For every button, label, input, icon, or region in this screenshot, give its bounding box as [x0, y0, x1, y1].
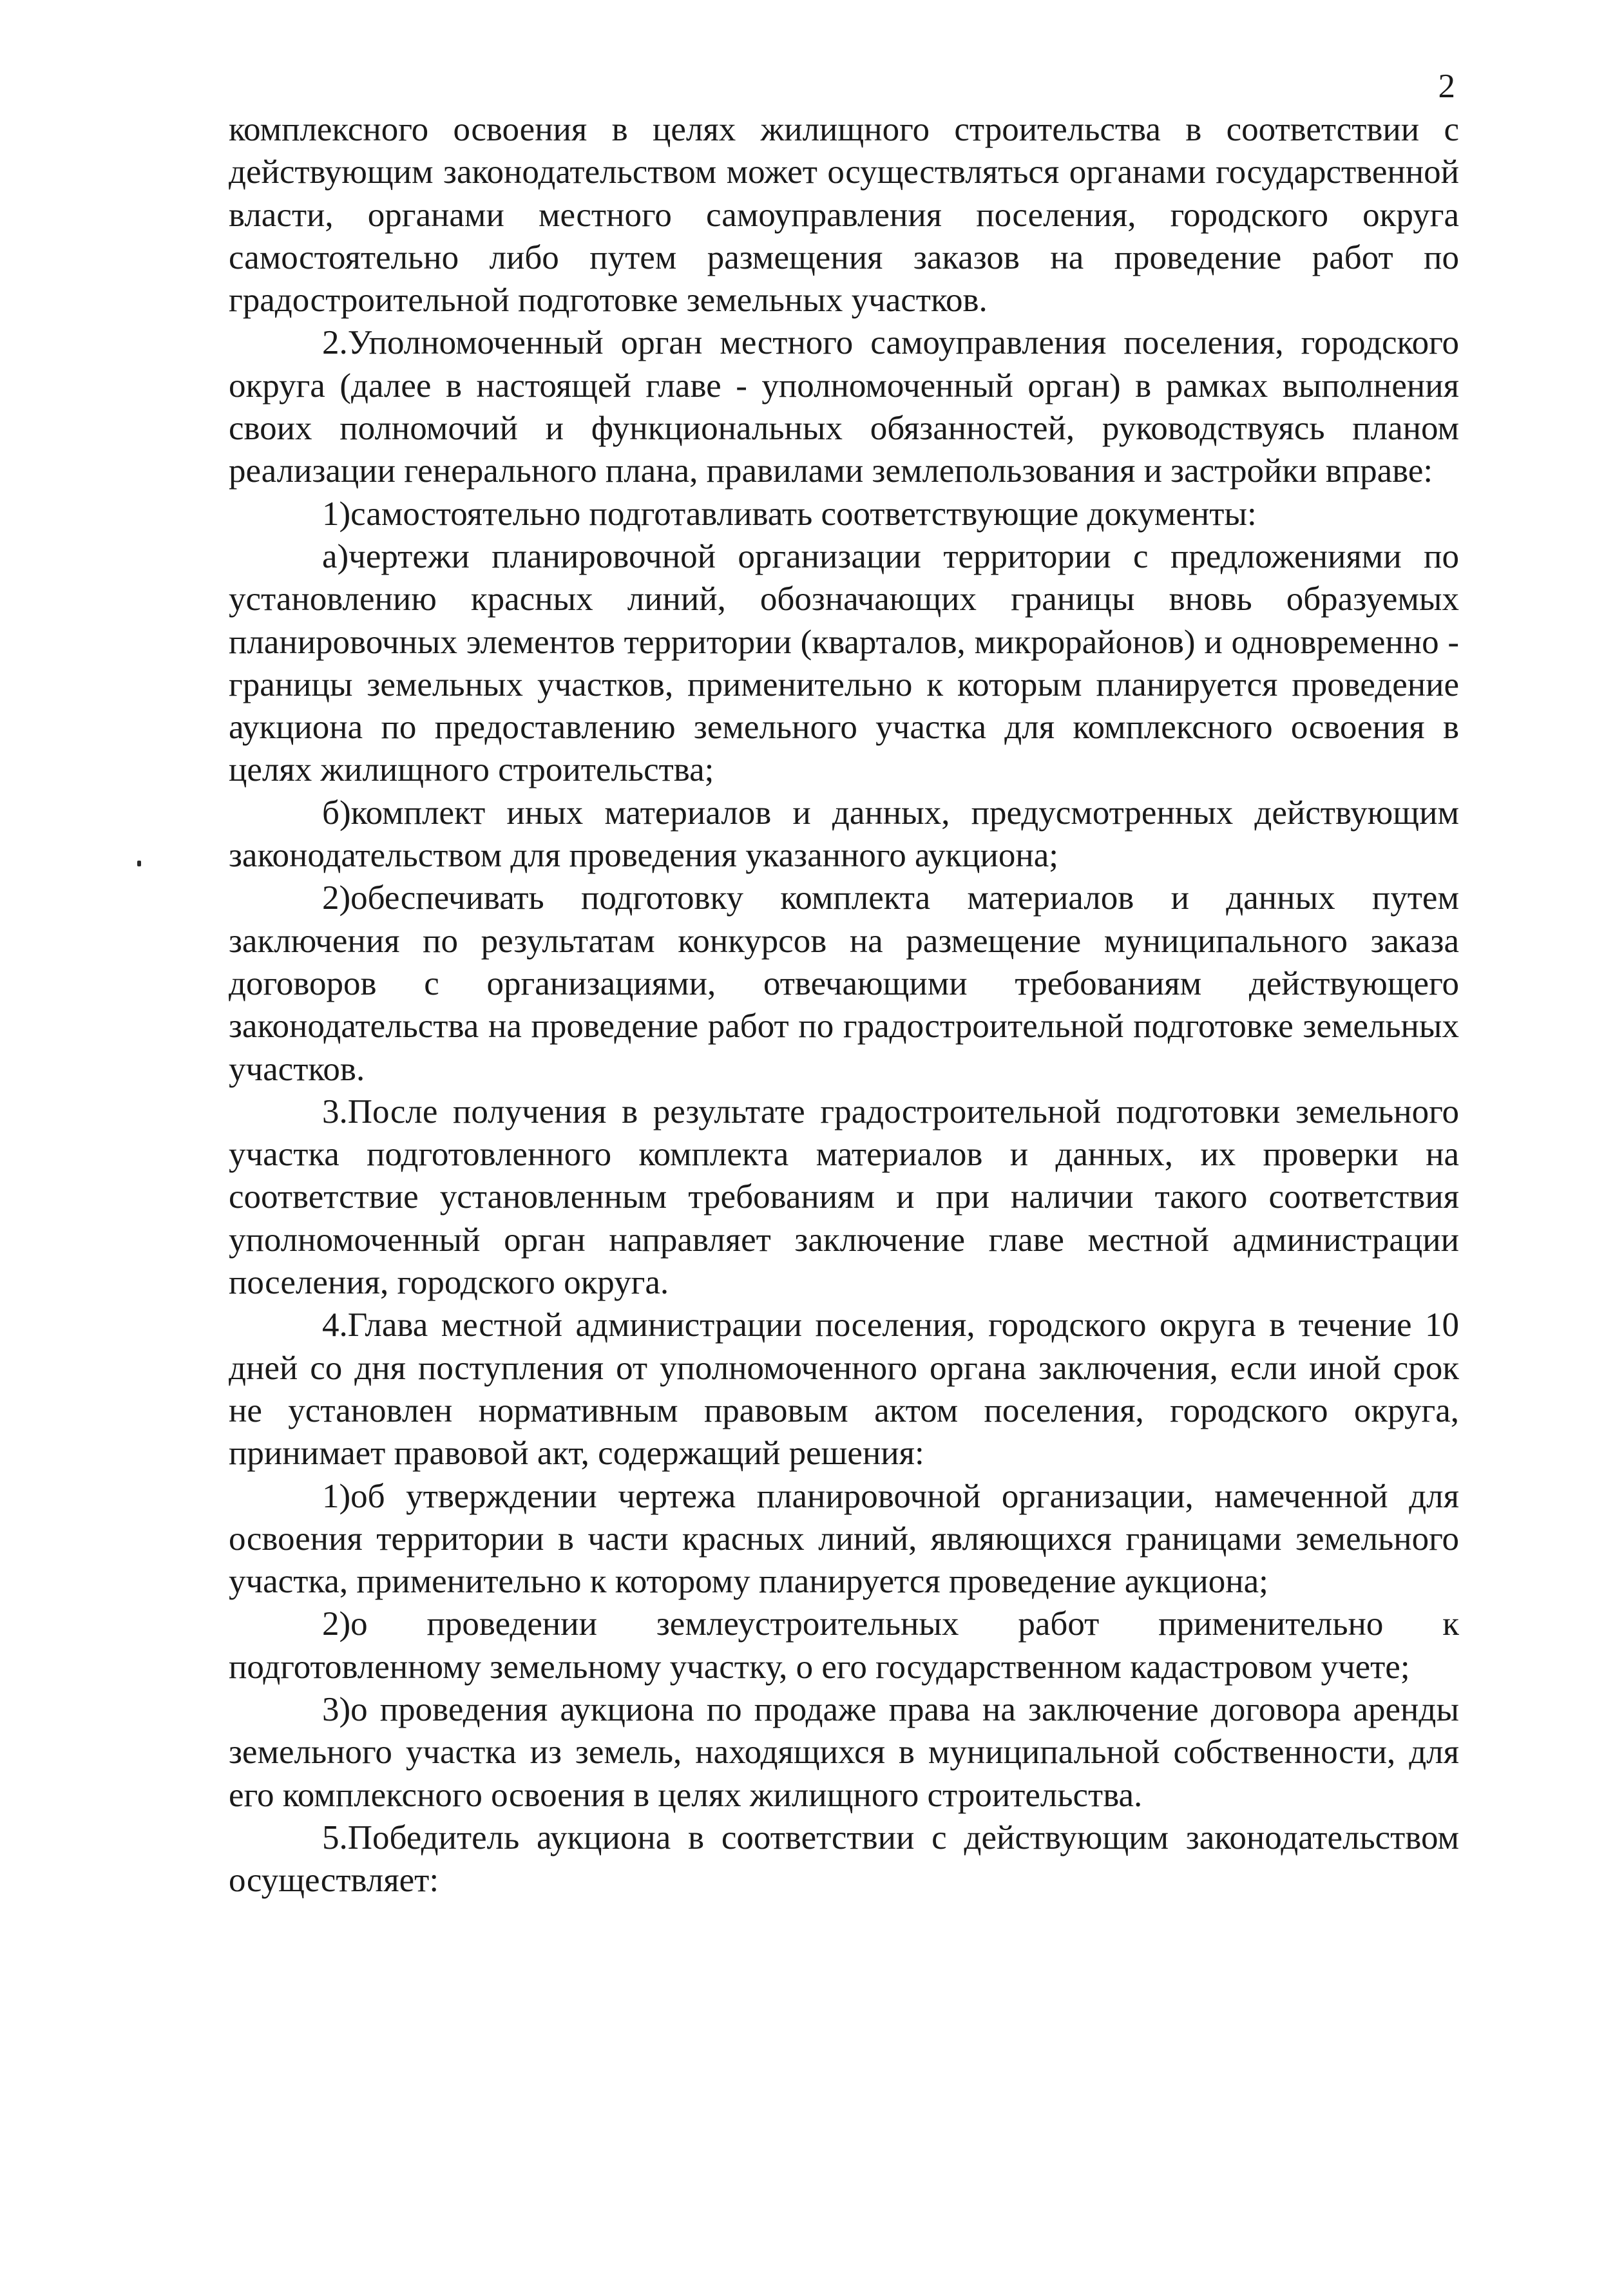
scan-speck-mark [137, 861, 141, 866]
paragraph-decision-3: 3)о проведения аукциона по продаже права на заключение договора аренды земельного участка из земель, находящихся в муниципальной собственности, для его комплексного освоения в целях жилищного строительства. [229, 1690, 1459, 1814]
paragraph-subitem-a: а)чертежи планировочной организации территории с предложениями по установлению красных линий, обозначающих границы вновь образуемых планировочных элементов территории (кварталов, микрорайонов) и одновременно - границы земельных участков, применительно к которым планируется проведение аукциона по предоставлению земельного участка для комплексного освоения в целях жилищного строительства; [229, 537, 1459, 789]
paragraph-item-1: 1)самостоятельно подготавливать соответствующие документы: [322, 495, 1257, 533]
paragraph-decision-1: 1)об утверждении чертежа планировочной организации, намеченной для освоения территории в части красных линий, являющихся границами земельного участка, применительно к которому планируется проведение аукциона; [229, 1477, 1459, 1601]
paragraph-decision-2: 2)о проведении землеустроительных работ применительно к подготовленному земельному участку, о его государственном кадастровом учете; [229, 1605, 1459, 1686]
document-body [229, 108, 1459, 1902]
paragraph-clause-3: 3.После получения в результате градостроительной подготовки земельного участка подготовленного комплекта материалов и данных, их проверки на соответствие установленным требованиям и при наличии такого соответствия уполномоченный орган направляет заключение главе местной администрации поселения, городского округа. [229, 1092, 1459, 1302]
paragraph-subitem-b: б)комплект иных материалов и данных, предусмотренных действующим законодательством для проведения указанного аукциона; [229, 794, 1459, 875]
paragraph-continuation: комплексного освоения в целях жилищного строительства в соответствии с действующим законодательством может осуществляться органами государственной власти, органами местного самоуправления поселения, городского округа самостоятельно либо путем размещения заказов на проведение работ по градостроительной подготовке земельных участков. [229, 111, 1459, 320]
paragraph-clause-2: 2.Уполномоченный орган местного самоуправления поселения, городского округа (далее в настоящей главе - уполномоченный орган) в рамках выполнения своих полномочий и функциональных обязанностей, руководствуясь планом реализации генерального плана, правилами землепользования и застройки вправе: [229, 324, 1459, 490]
paragraph-item-2: 2)обеспечивать подготовку комплекта материалов и данных путем заключения по результатам конкурсов на размещение муниципального заказа договоров с организациями, отвечающими требованиям действующего законодательства на проведение работ по градостроительной подготовке земельных участков. [229, 879, 1459, 1088]
paragraph-clause-5: 5.Победитель аукциона в соответствии с действующим законодательством осуществляет: [229, 1818, 1459, 1900]
page-number: 2 [1438, 68, 1455, 105]
paragraph-clause-4: 4.Глава местной администрации поселения, городского округа в течение 10 дней со дня поступления от уполномоченного органа заключения, если иной срок не установлен нормативным правовым актом поселения, городского округа, принимает правовой акт, содержащий решения: [229, 1306, 1459, 1473]
